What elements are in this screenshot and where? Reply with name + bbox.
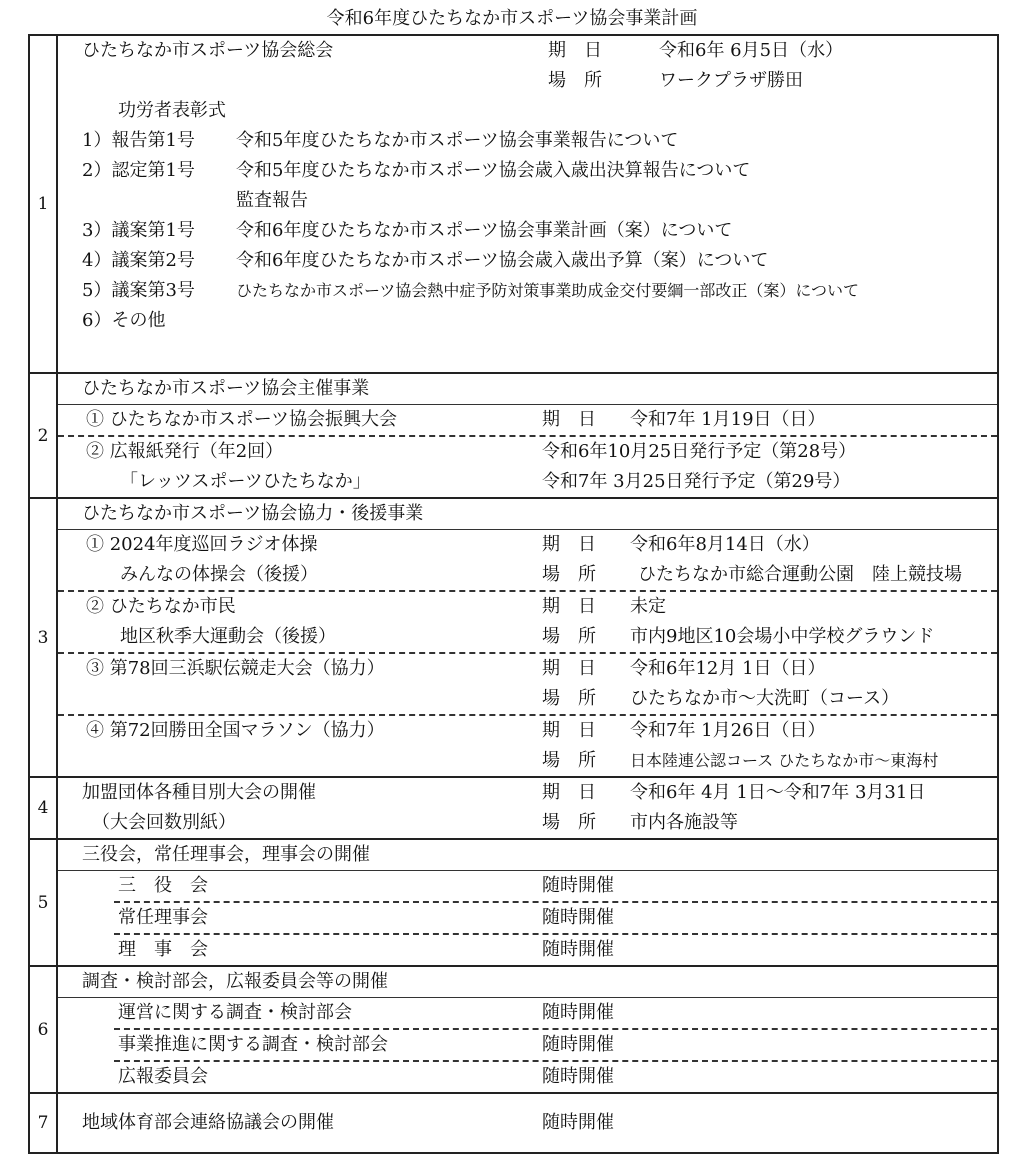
date-label: 期 日 [542,658,596,679]
place-value: 市内9地区10会場小中学校グラウンド [630,626,935,647]
place-value: 市内各施設等 [630,812,738,833]
place-label: 場 所 [548,70,602,91]
date-label: 期 日 [542,409,596,430]
agenda-item [58,186,997,216]
date-value: 令和7年 1月19日（日） [630,409,826,430]
place-row [58,66,997,96]
section-1 [29,35,998,373]
meeting-row [58,870,997,901]
section-heading-row [58,499,997,529]
section-number: 3 [29,498,57,777]
date-label: 期 日 [542,596,596,617]
agenda-text: 令和5年度ひたちなか市スポーツ協会歳入歳出決算報告について [236,160,751,181]
section-4 [29,777,998,839]
meeting-schedule: 随時開催 [542,939,614,960]
event-line [58,746,997,776]
event-row [58,435,997,467]
section-heading: ひたちなか市スポーツ協会協力・後援事業 [82,503,424,524]
section-body [57,35,998,373]
event-row [58,404,997,435]
meeting-schedule: 随時開催 [542,1034,614,1055]
event-line [58,560,997,590]
agenda-item [58,306,997,336]
meeting-name: 広報委員会 [118,1066,208,1087]
place-label: 場 所 [542,812,596,833]
section-body [57,777,998,839]
event-row [58,467,997,497]
agenda-item [58,126,997,156]
section-number: 7 [29,1093,57,1153]
section-subheading: （大会回数別紙） [92,812,236,833]
agenda-number: 2）認定第1号 [82,160,195,181]
agenda-number: 3）議案第1号 [82,220,195,241]
event-block [58,652,997,714]
place-value: 日本陸連公認コース ひたちなか市～東海村 [630,751,939,770]
event-line [58,654,997,684]
section-heading-row [58,967,997,997]
section-2 [29,373,998,498]
agenda-number: 6）その他 [82,310,166,331]
section-number: 1 [29,35,57,373]
section-6 [29,966,998,1093]
section-heading-row [58,840,997,870]
meeting-name: 事業推進に関する調査・検討部会 [118,1034,388,1055]
ceremony-row [58,96,997,126]
meeting-row [114,1028,997,1060]
date-value: 令和6年12月 1日（日） [630,658,826,679]
meeting-schedule: 随時開催 [542,1112,614,1133]
agenda-item [58,246,997,276]
date-label: 期 日 [542,720,596,741]
schedule-value: 令和6年10月25日発行予定（第28号） [542,441,857,462]
section-heading-row [58,374,997,404]
event-name: ③ 第78回三浜駅伝競走大会（協力） [86,658,385,679]
ceremony-text: 功労者表彰式 [118,100,226,121]
agenda-number: 1）報告第1号 [82,130,195,151]
meeting-name: 三 役 会 [118,875,208,896]
place-value: ひたちなか市～大洗町（コース） [630,688,900,709]
place-label: 場 所 [542,564,596,585]
meeting-schedule: 随時開催 [542,875,614,896]
meeting-name: 常任理事会 [118,907,208,928]
section-number: 4 [29,777,57,839]
event-line [58,684,997,714]
event-block [58,529,997,590]
event-name: ① ひたちなか市スポーツ協会振興大会 [86,409,397,430]
meeting-schedule: 随時開催 [542,907,614,928]
agenda-item [58,276,997,306]
section-heading: 加盟団体各種目別大会の開催 [82,782,316,803]
event-name: ① 2024年度巡回ラジオ体操 [86,534,318,555]
place-value: ひたちなか市総合運動公園 陸上競技場 [638,564,962,585]
date-label: 期 日 [542,782,596,803]
document-title: 令和6年度ひたちなか市スポーツ協会事業計画 [326,8,698,29]
section-heading: 三役会，常任理事会，理事会の開催 [82,844,370,865]
event-block [58,714,997,776]
section-heading: ひたちなか市スポーツ協会総会 [82,40,334,61]
agenda-text: 令和6年度ひたちなか市スポーツ協会歳入歳出予算（案）について [236,250,769,271]
meeting-row [58,997,997,1028]
meeting-row [114,901,997,933]
agenda-number: 5）議案第3号 [82,280,195,301]
section-body [57,373,998,498]
event-name: ④ 第72回勝田全国マラソン（協力） [86,720,385,741]
event-line [58,716,997,746]
meeting-row [114,933,997,965]
event-name: ② ひたちなか市民 [86,596,236,617]
meeting-name: 運営に関する調査・検討部会 [118,1002,352,1023]
schedule-value: 令和7年 3月25日発行予定（第29号） [542,471,851,492]
date-value: 令和6年8月14日（水） [630,534,820,555]
section-body [57,498,998,777]
date-value: 未定 [630,596,666,617]
meeting-schedule: 随時開催 [542,1002,614,1023]
section-heading: 調査・検討部会，広報委員会等の開催 [82,971,388,992]
event-line [58,592,997,622]
section-number: 2 [29,373,57,498]
meeting-name: 理 事 会 [118,939,208,960]
section-5 [29,839,998,966]
section-body [57,1093,998,1153]
agenda-text: 監査報告 [236,190,308,211]
agenda-item [58,156,997,186]
date-label: 期 日 [548,40,602,61]
section-body [57,966,998,1093]
agenda-text: 令和5年度ひたちなか市スポーツ協会事業報告について [236,130,679,151]
agenda-number: 4）議案第2号 [82,250,195,271]
event-subname: 地区秋季大運動会（後援） [120,626,336,647]
place-value: ワークプラザ勝田 [659,70,803,91]
section-heading: 地域体育部会連絡協議会の開催 [82,1112,334,1133]
meeting-schedule: 随時開催 [542,1066,614,1087]
place-label: 場 所 [542,626,596,647]
section-heading: ひたちなか市スポーツ協会主催事業 [82,378,370,399]
date-value: 令和6年 4月 1日～令和7年 3月31日 [630,782,926,803]
meeting-row [114,1060,997,1092]
date-value: 令和7年 1月26日（日） [630,720,826,741]
event-line [58,622,997,652]
date-label: 期 日 [542,534,596,555]
event-subname: みんなの体操会（後援） [120,564,318,585]
agenda-item [58,216,997,246]
section-7 [29,1093,998,1153]
place-label: 場 所 [542,688,596,709]
section-heading-row [58,36,997,66]
section-number: 6 [29,966,57,1093]
agenda-text: 令和6年度ひたちなか市スポーツ協会事業計画（案）について [236,220,733,241]
date-value: 令和6年 6月5日（水） [659,40,844,61]
section-heading-row [58,778,997,808]
place-label: 場 所 [542,750,596,771]
event-name: ② 広報紙発行（年2回） [86,441,284,462]
event-line [58,530,997,560]
section-body [57,839,998,966]
plan-table [28,34,999,1154]
event-block [58,590,997,652]
section-number: 5 [29,839,57,966]
sub-row [58,808,997,838]
event-name: 「レッツスポーツひたちなか」 [120,471,371,492]
section-3 [29,498,998,777]
agenda-text: ひたちなか市スポーツ協会熱中症予防対策事業助成金交付要綱一部改正（案）について [236,281,860,300]
section-heading-row [58,1108,997,1138]
